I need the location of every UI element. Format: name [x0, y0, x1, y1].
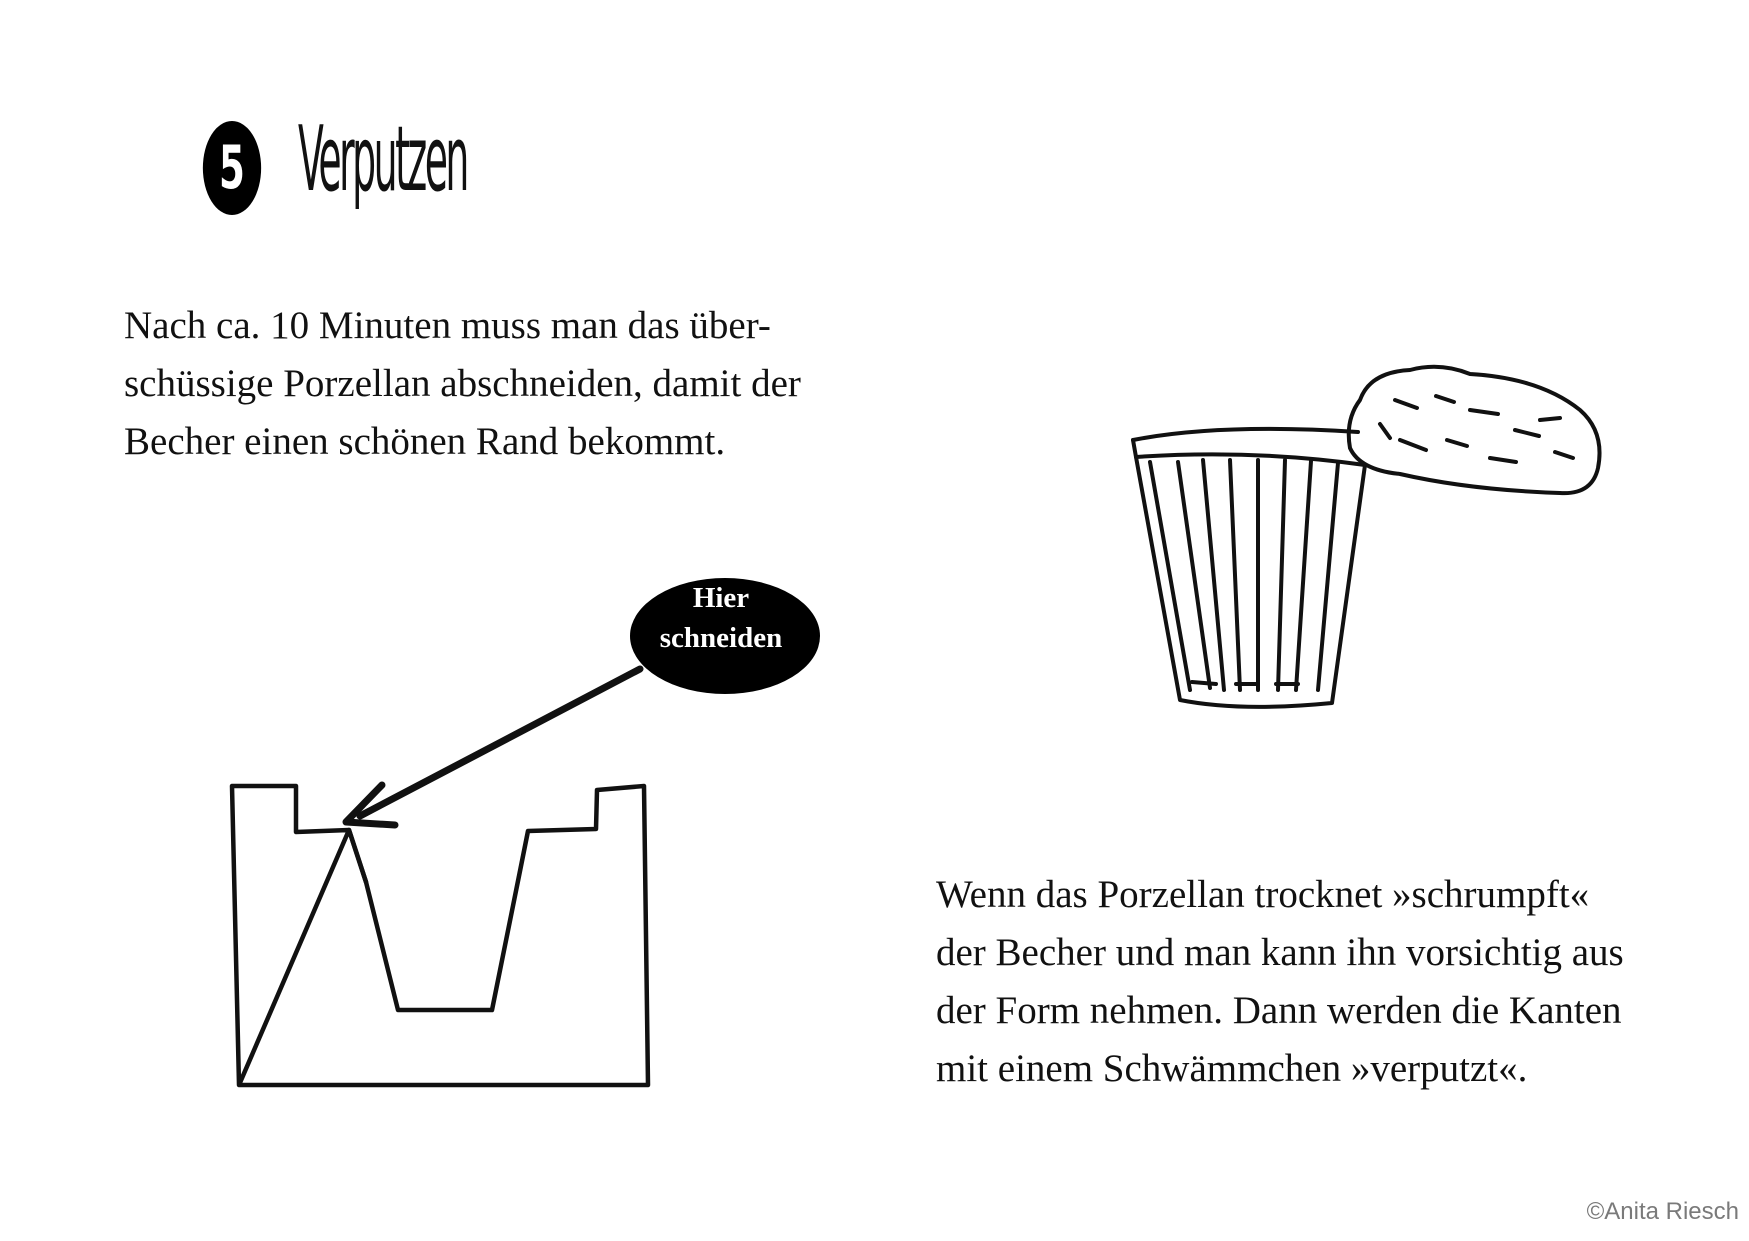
intro-line: schüssige Porzellan abschneiden, damit der — [124, 362, 801, 405]
outro-line: Wenn das Porzellan trocknet »schrumpft« — [936, 873, 1590, 916]
step-title: Verputzen — [298, 107, 467, 212]
step-number: 5 — [219, 133, 245, 203]
callout-label — [628, 578, 814, 658]
intro-line: Nach ca. 10 Minuten muss man das über- — [124, 304, 771, 347]
sponge-illustration — [1349, 367, 1600, 493]
intro-line: Becher einen schönen Rand bekommt. — [124, 420, 726, 463]
callout-line-2: schneiden — [659, 622, 783, 654]
outro-line: der Becher und man kann ihn vorsichtig aus — [936, 931, 1624, 974]
outro-paragraph — [936, 866, 1624, 1098]
cup-illustration — [1133, 429, 1365, 707]
outro-line: mit einem Schwämmchen »verputzt«. — [936, 1047, 1528, 1090]
outro-line: der Form nehmen. Dann werden die Kanten — [936, 989, 1622, 1032]
mold-cross-section-illustration — [232, 786, 648, 1085]
callout-line-1: Hier — [692, 582, 750, 614]
copyright-notice: ©Anita Riesch — [1586, 1198, 1739, 1225]
